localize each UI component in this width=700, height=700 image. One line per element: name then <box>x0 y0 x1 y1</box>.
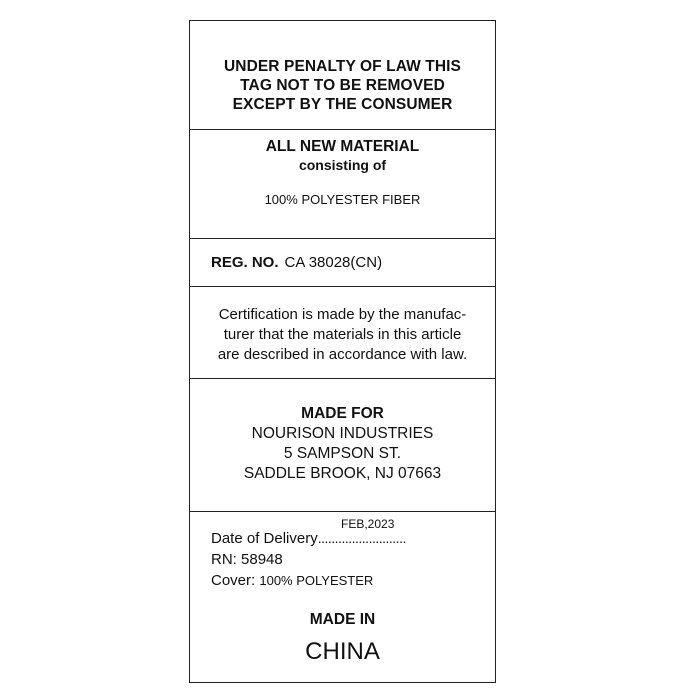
made-for-company: NOURISON INDUSTRIES <box>251 425 434 442</box>
material-section <box>190 130 495 239</box>
cover-row <box>211 572 373 590</box>
certification-section <box>190 287 495 379</box>
made-in-label: MADE IN <box>309 611 376 628</box>
material-title: ALL NEW MATERIAL <box>265 138 420 155</box>
made-for-title: MADE FOR <box>301 405 384 422</box>
certification-line-2: turer that the materials in this article <box>223 326 462 343</box>
country-of-origin: CHINA <box>305 638 380 665</box>
warning-line-1: UNDER PENALTY OF LAW THIS <box>223 58 461 75</box>
registration-label: REG. NO. <box>211 254 279 271</box>
material-subtitle: consisting of <box>298 157 387 173</box>
registration-section <box>190 239 495 287</box>
cover-value: 100% POLYESTER <box>259 573 374 588</box>
made-for-city: SADDLE BROOK, NJ 07663 <box>243 465 442 482</box>
made-for-section <box>190 379 495 512</box>
warning-line-2: TAG NOT TO BE REMOVED <box>240 77 445 94</box>
registration-row <box>211 254 382 272</box>
material-content: 100% POLYESTER FIBER <box>264 192 421 207</box>
origin-section <box>190 512 495 684</box>
law-tag <box>189 20 496 683</box>
warning-line-3: EXCEPT BY THE CONSUMER <box>232 96 453 113</box>
rn-row <box>211 551 283 569</box>
registration-value: CA 38028(CN) <box>284 254 383 271</box>
warning-text <box>190 57 495 114</box>
delivery-date-row <box>211 529 406 548</box>
certification-line-1: Certification is made by the manufac- <box>218 306 467 323</box>
warning-section <box>190 21 495 130</box>
made-for-street: 5 SAMPSON ST. <box>283 445 402 462</box>
delivery-date-label: Date of Delivery <box>211 530 318 547</box>
delivery-date-dots: .......................... <box>317 530 406 546</box>
certification-text <box>190 305 495 365</box>
rn-value: 58948 <box>241 551 283 568</box>
delivery-date-value: FEB,2023 <box>341 517 395 531</box>
rn-label: RN: <box>211 551 237 568</box>
certification-line-3: are described in accordance with law. <box>217 346 468 363</box>
cover-label: Cover: <box>211 572 256 589</box>
